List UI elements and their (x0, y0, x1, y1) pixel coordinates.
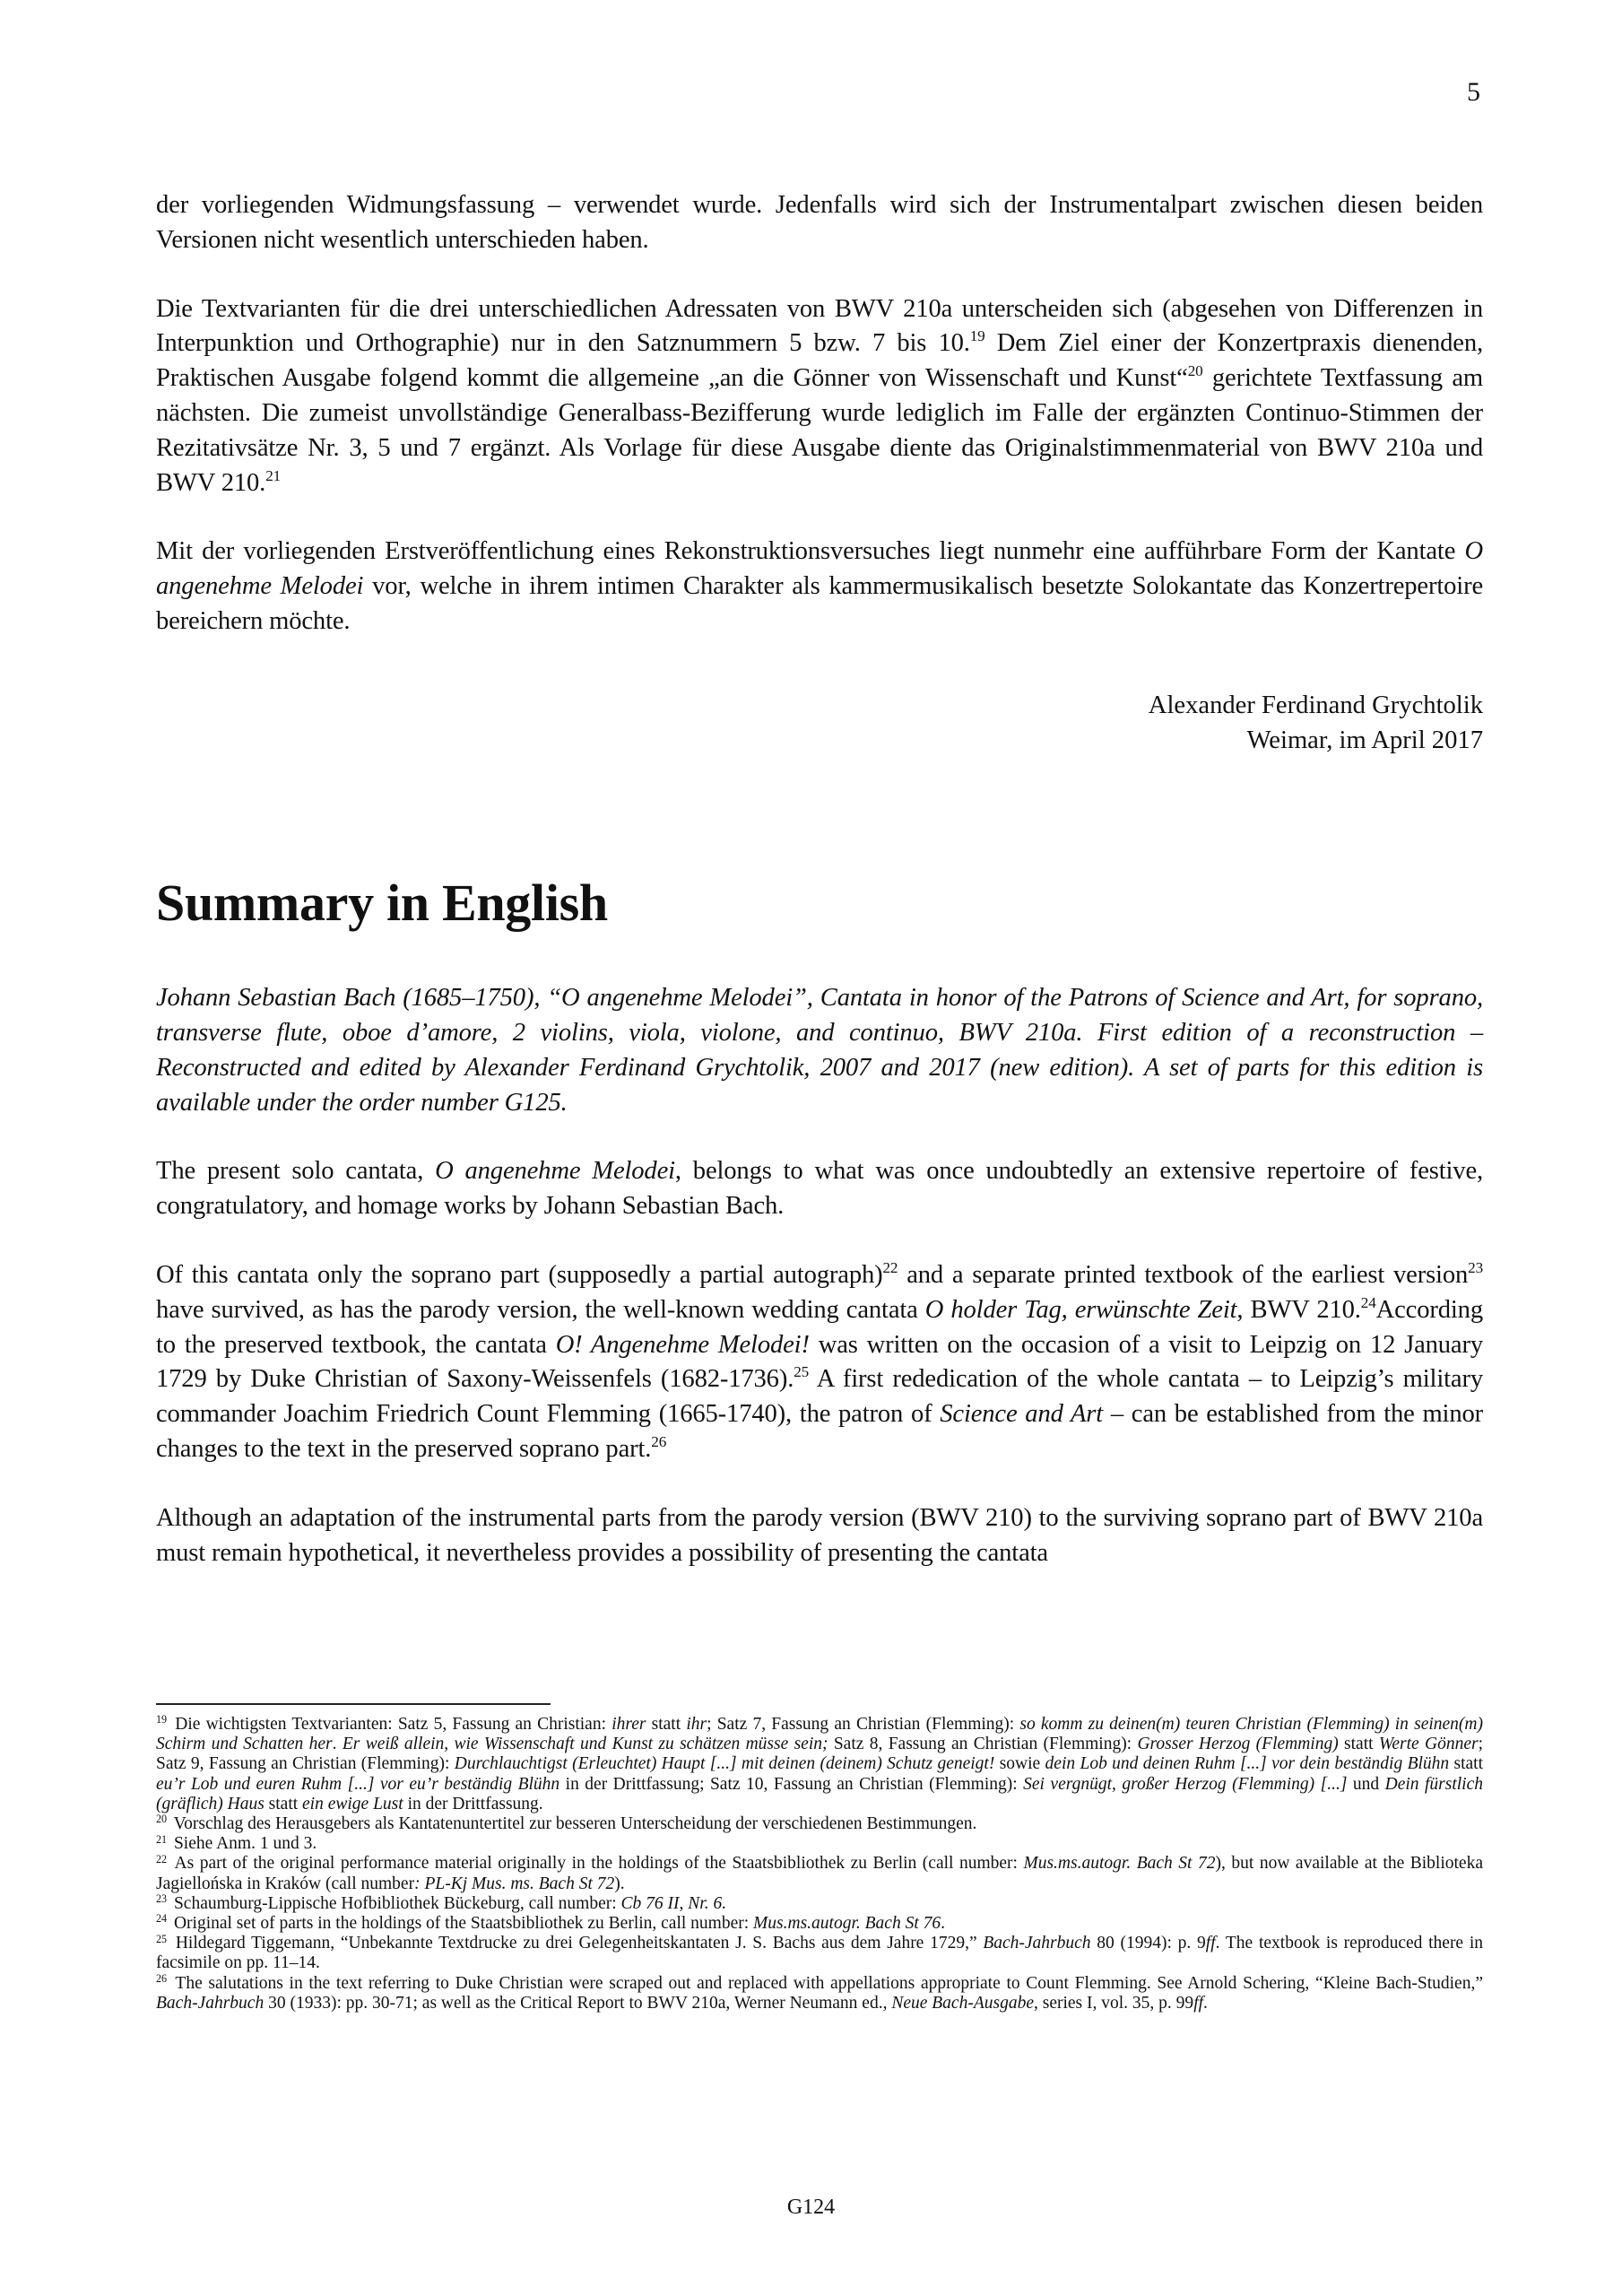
footnote-number: 24 (156, 1912, 168, 1926)
italic-text: Neue Bach-Ausgabe (891, 1993, 1034, 2013)
text-run: The present solo cantata, (156, 1157, 436, 1186)
text-run: Dem Ziel einer der Konzertpraxis dienenden, Praktischen Ausgabe folgend kommt die allgemeine „an die Gönner von Wissenschaft und Kunst“ (156, 329, 1483, 393)
footnote-ref: 25 (794, 1363, 810, 1381)
text-run: Original set of parts in the holdings of the Staatsbibliothek zu Berlin, call number: (169, 1914, 754, 1934)
italic-text: Mus.ms.autogr. Bach St 76 (753, 1914, 941, 1934)
footnote (156, 1814, 1483, 1834)
footnote (156, 1974, 1483, 2013)
text-run: was written on the occasion of a visit to Leipzig on 12 January 1729 by Duke Christian of Saxony-Weissenfels (1682-1736). (156, 1330, 1483, 1394)
italic-text: Werte Gönner (1378, 1735, 1479, 1754)
italic-text: O angenehme Melodei (156, 537, 1483, 601)
page-body (156, 188, 1483, 1570)
footnote-number: 25 (156, 1932, 168, 1945)
italic-text: Sei vergnügt, großer Herzog (Flemming) [...] (1023, 1774, 1348, 1794)
footnote-number: 20 (156, 1813, 168, 1826)
italic-text: ein ewige Lust (302, 1794, 403, 1813)
footnote-ref: 24 (1360, 1293, 1376, 1311)
italic-text: dein Lob und deinen Ruhm [...] vor dein beständig Blühn (1045, 1754, 1450, 1774)
text-run: und (1347, 1774, 1385, 1794)
footnote-number: 19 (156, 1713, 168, 1726)
italic-text: ihrer (612, 1715, 646, 1734)
text-run: statt (1449, 1754, 1484, 1774)
italic-text: eu’r Lob und euren Ruhm [...] vor eu’r beständig Blühn (156, 1774, 560, 1794)
text-run: Schaumburg-Lippische Hofbibliothek Bückeburg, call number: (169, 1893, 621, 1913)
footnote-ref: 19 (969, 327, 985, 345)
italic-text: ihr (686, 1715, 707, 1734)
footnote (156, 1834, 1483, 1854)
text-run: , belongs to what was once undoubtedly an extensive repertoire of festive, congratulatory, and homage works by Johann Sebastian Bach. (156, 1157, 1483, 1221)
text-run: A first rededication of the whole cantata – to Leipzig’s military commander Joachim Friedrich Count Flemming (1665-1740), the patron of (156, 1365, 1483, 1429)
text-run: . (332, 1735, 343, 1754)
footnote (156, 1914, 1483, 1934)
italic-text: Durchlauchtigst (Erleuchtet) Haupt [...] mit deinen (deinem) Schutz geneigt! (454, 1754, 995, 1774)
text-run: and a separate printed textbook of the earliest version (898, 1260, 1469, 1289)
italic-text: Science and Art (940, 1400, 1104, 1429)
italic-text: Cb 76 II, Nr. 6. (620, 1893, 727, 1913)
footer-code: G124 (786, 2196, 836, 2219)
author-name: Alexander Ferdinand Grychtolik (1148, 691, 1483, 719)
text-run: ), but now available at the Biblioteka Jagiellońska in Kraków (call number (156, 1854, 1483, 1893)
italic-text: Bach-Jahrbuch (983, 1934, 1091, 1953)
text-run: , series I, vol. 35, p. 99 (1034, 1993, 1194, 2013)
text-run: 80 (1994): p. 9 (1090, 1934, 1206, 1953)
text-run: in der Drittfassung; Satz 10, Fassung an Christian (Flemming): (559, 1774, 1024, 1794)
text-run: statt (1338, 1735, 1379, 1754)
text-run: . (941, 1914, 946, 1934)
italic-text: Johann Sebastian Bach (1685–1750), “O angenehme Melodei”, Cantata in honor of the Patrons of Science and Art, for soprano, transverse flute, oboe d’amore, 2 violins, viola, violone, and continuo, BWV 210a. First edition of a reconstruction – Reconstructed and edited by Alexander Ferdinand Grychtolik, 2007 and 2017 (new edition). A set of parts for this edition is available under the order number G125. (156, 984, 1483, 1117)
text-run: The salutations in the text referring to Duke Christian were scraped out and replaced with appellations appropriate to Count Flemming. See Arnold Schering, “Kleine Bach-Studien,” (169, 1973, 1483, 1993)
text-run: gerichtete Textfassung am nächsten. Die zumeist unvollständige Generalbass-Bezifferung wurde lediglich im Falle der ergänzten Continuo-Stimmen der Rezitativsätze Nr. 3, 5 und 7 ergänzt. Als Vorlage für diese Ausgabe diente das Originalstimmenmaterial von BWV 210a und BWV 210. (156, 364, 1484, 497)
text-run: 30 (1933): pp. 30-71; as well as the Critical Report to BWV 210a, Werner Neumann ed., (264, 1993, 892, 2013)
section-title: Summary in English (156, 874, 608, 933)
italic-text: : PL-Kj Mus. ms. Bach St 72 (414, 1874, 615, 1893)
text-run: . (1203, 1993, 1208, 2013)
page-number: 5 (1467, 77, 1480, 107)
italic-text: O! Angenehme Melodei! (555, 1330, 810, 1359)
italic-text: Er weiß allein, wie Wissenschaft und Kunst zu schätzen müsse sein; (342, 1735, 828, 1754)
footnote-ref: 26 (651, 1432, 667, 1450)
text-run: . The textbook is reproduced there in facsimile on pp. 11–14. (156, 1934, 1483, 1973)
italic-text: Bach-Jahrbuch (156, 1993, 265, 2013)
footnote-number: 22 (156, 1852, 168, 1866)
text-run: Mit der vorliegenden Erstveröffentlichung eines Rekonstruktionsversuches liegt nunmehr eine aufführbare Form der Kantate (156, 537, 1465, 566)
german-paragraph (156, 535, 1483, 639)
italic-text: Dein fürstlich (gräflich) Haus (156, 1774, 1484, 1813)
italic-text: ff (1205, 1934, 1216, 1953)
italic-text: so komm zu deinen(m) teuren Christian (Flemming) in seinen(m) Schirm und Schatten her (156, 1715, 1483, 1754)
text-run: Die wichtigsten Textvarianten: Satz 5, Fassung an Christian: (169, 1715, 612, 1734)
text-run: Of this cantata only the soprano part (supposedly a partial autograph) (156, 1260, 883, 1289)
italic-text: ff (1193, 1993, 1204, 2013)
footnote-ref: 23 (1468, 1258, 1483, 1276)
footnote (156, 1934, 1483, 1973)
summary-paragraph (156, 1258, 1483, 1467)
text-run: According to the preserved textbook, the cantata (156, 1295, 1483, 1359)
text-run: statt (264, 1794, 303, 1813)
footnote (156, 1894, 1483, 1914)
text-run: in der Drittfassung. (403, 1794, 543, 1813)
footnote (156, 1715, 1483, 1814)
footnote-number: 21 (156, 1832, 168, 1846)
text-run: ; Satz 9, Fassung an Christian (Flemming): (156, 1735, 1483, 1774)
text-run: statt (646, 1715, 687, 1734)
italic-text: O angenehme Melodei (435, 1157, 675, 1186)
summary-section (156, 981, 1483, 1570)
german-paragraph (156, 188, 1483, 258)
text-run: sowie (994, 1754, 1045, 1774)
text-run: vor, welche in ihrem intimen Charakter als kammermusikalisch besetzte Solokantate das Konzertrepertoire bereichern möchte. (156, 572, 1483, 635)
text-run: ). (614, 1874, 625, 1893)
text-run: Although an adaptation of the instrumental parts from the parody version (BWV 210) to the surviving soprano part of BWV 210a must remain hypothetical, it nevertheless provides a possibility of presenting the cantata (156, 1503, 1483, 1567)
summary-paragraph (156, 981, 1483, 1120)
footnote-ref: 21 (265, 466, 282, 484)
text-run: der vorliegenden Widmungsfassung – verwendet wurde. Jedenfalls wird sich der Instrumentalpart zwischen diesen beiden Versionen nicht wesentlich unterschieden haben. (156, 191, 1483, 254)
footnote-number: 23 (156, 1892, 168, 1906)
footnote (156, 1854, 1483, 1893)
text-run: , BWV 210. (1236, 1295, 1361, 1324)
text-run: Die Textvarianten für die drei unterschiedlichen Adressaten von BWV 210a unterscheiden sich (abgesehen von Differenzen in Interpunktion und Orthographie) nur in den Satznummern 5 bzw. 7 bis 10. (156, 294, 1483, 358)
footnote-ref: 20 (1187, 362, 1203, 380)
text-run: ; Satz 7, Fassung an Christian (Flemming): (707, 1715, 1020, 1734)
italic-text: Grosser Herzog (Flemming) (1137, 1735, 1339, 1754)
summary-paragraph (156, 1501, 1483, 1571)
italic-text: Mus.ms.autogr. Bach St 72 (1023, 1854, 1216, 1874)
text-run: Hildegard Tiggemann, “Unbekannte Textdrucke zu drei Gelegenheitskantaten J. S. Bachs aus dem Jahre 1729,” (169, 1934, 984, 1953)
text-run: As part of the original performance material originally in the holdings of the Staatsbibliothek zu Berlin (call number: (169, 1854, 1024, 1874)
italic-text: O holder Tag, erwünschte Zeit (924, 1295, 1237, 1324)
signature-block (156, 689, 1483, 759)
german-paragraph (156, 292, 1483, 501)
text-run: Siehe Anm. 1 und 3. (169, 1834, 317, 1854)
footnote-number: 26 (156, 1972, 168, 1985)
footnotes (156, 1715, 1483, 2013)
footnote-ref: 22 (882, 1258, 898, 1276)
text-run: Vorschlag des Herausgebers als Kantatenuntertitel zur besseren Unterscheidung der verschiedenen Bestimmungen. (169, 1814, 977, 1834)
place-date: Weimar, im April 2017 (1246, 726, 1483, 754)
footnote-divider (156, 1703, 551, 1705)
text-run: – can be established from the minor changes to the text in the preserved soprano part. (156, 1400, 1484, 1463)
summary-paragraph (156, 1154, 1483, 1224)
text-run: Satz 8, Fassung an Christian (Flemming): (828, 1735, 1138, 1754)
text-run: have survived, as has the parody version, the well-known wedding cantata (156, 1295, 925, 1324)
